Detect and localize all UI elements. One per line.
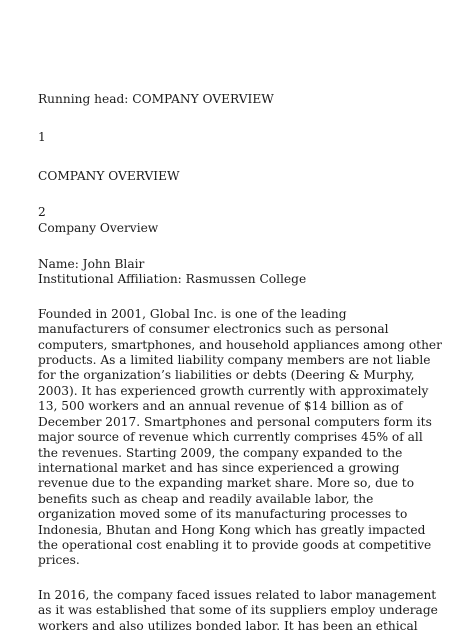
text-line: prices. xyxy=(38,553,80,568)
text-line: the operational cost enabling it to provide goods at competitive xyxy=(38,537,432,552)
title-subheading: Company Overview xyxy=(38,220,159,235)
text-line: major source of revenue which currently comprises 45% of all xyxy=(38,430,423,445)
author-affiliation: Institutional Affiliation: Rasmussen College xyxy=(38,272,307,287)
author-name: Name: John Blair xyxy=(38,257,145,272)
text-line: Founded in 2001, Global Inc. is one of the leading xyxy=(38,306,347,321)
document-page xyxy=(38,92,442,634)
title-heading: COMPANY OVERVIEW xyxy=(38,168,180,183)
text-line: the revenues. Starting 2009, the company expanded to the xyxy=(38,445,403,460)
body-paragraph-1 xyxy=(38,306,442,569)
text-line: as it was established that some of its suppliers employ underage xyxy=(38,603,438,618)
text-line: international market and has since experienced a growing xyxy=(38,460,400,475)
text-line: revenue due to the expanding market share. More so, due to xyxy=(38,476,415,491)
text-line: computers, smartphones, and household appliances among other xyxy=(38,337,442,352)
text-line: benefits such as cheap and readily available labor, the xyxy=(38,491,374,506)
body-paragraph-2 xyxy=(38,587,438,634)
text-line: for the organization’s liabilities or debts (Deering & Murphy, xyxy=(38,368,415,383)
text-line: 13, 500 workers and an annual revenue of $14 billion as of xyxy=(38,399,403,414)
text-line: manufacturers of consumer electronics such as personal xyxy=(38,322,389,337)
page-number: 1 xyxy=(38,130,46,145)
running-head: Running head: COMPANY OVERVIEW xyxy=(38,92,274,106)
text-line: organization moved some of its manufacturing processes to xyxy=(38,507,408,522)
text-line: 2003). It has experienced growth currently with approximately xyxy=(38,383,429,398)
text-line: products. As a limited liability company members are not liable xyxy=(38,353,431,368)
text-line: December 2017. Smartphones and personal computers form its xyxy=(38,414,432,429)
text-line: In 2016, the company faced issues related to labor management xyxy=(38,587,437,602)
text-line: Indonesia, Bhutan and Hong Kong which has greatly impacted xyxy=(38,522,426,537)
page-number: 2 xyxy=(38,205,46,220)
text-line: workers and also utilizes bonded labor. It has been an ethical xyxy=(38,618,418,633)
